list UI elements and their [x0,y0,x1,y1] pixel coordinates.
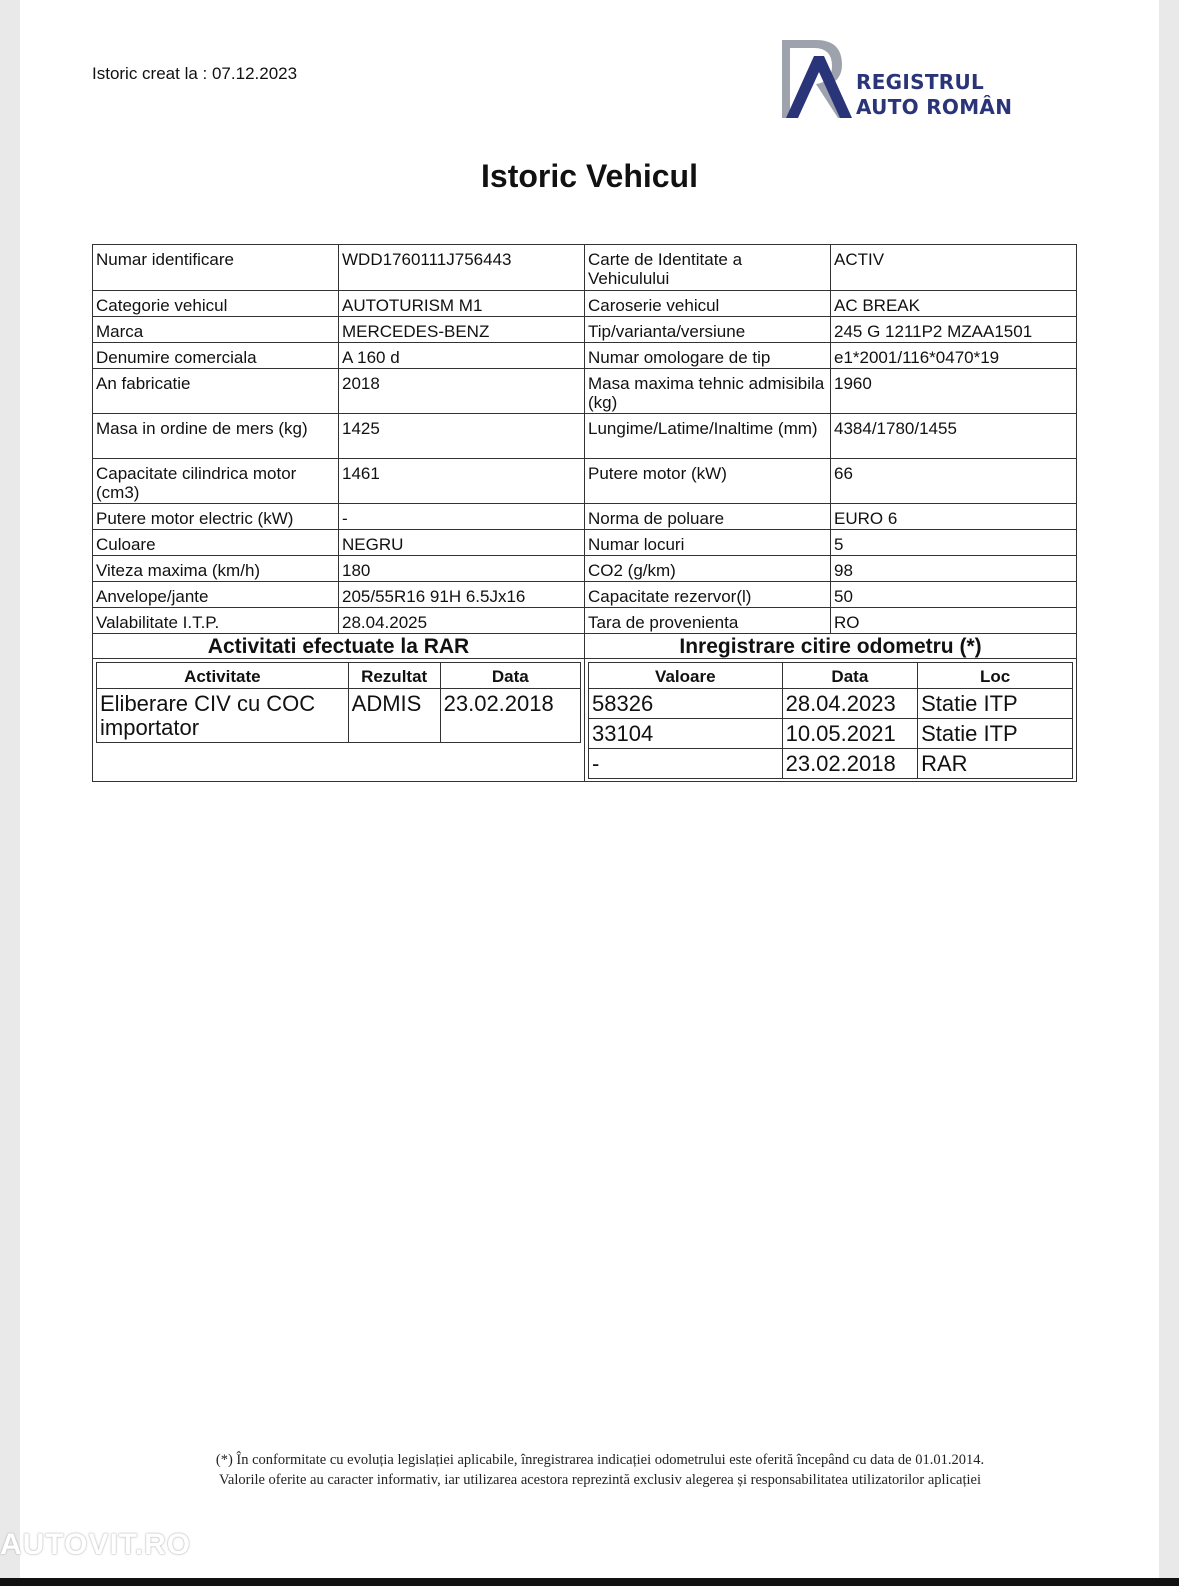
field-label: Carte de Identitate a Vehiculului [585,245,831,291]
vehicle-row [93,556,1077,582]
odometer-header-location: Loc [918,663,1073,689]
odometer-location: RAR [918,749,1073,779]
field-value: ACTIV [831,245,1077,291]
footnote [100,1450,1100,1490]
activity-date: 23.02.2018 [440,689,580,743]
field-value: 1960 [831,369,1077,414]
odometer-cell [585,659,1077,782]
activities-header-result: Rezultat [348,663,440,689]
field-label: An fabricatie [93,369,339,414]
field-value: 205/55R16 91H 6.5Jx16 [339,582,585,608]
odometer-date: 23.02.2018 [782,749,918,779]
activity-activity: Eliberare CIV cu COC importator [97,689,349,743]
field-value: 1461 [339,459,585,504]
field-value: 5 [831,530,1077,556]
odometer-location: Statie ITP [918,689,1073,719]
field-label: Caroserie vehicul [585,291,831,317]
rar-logo-icon [780,36,856,122]
field-value: WDD1760111J756443 [339,245,585,291]
vehicle-row [93,245,1077,291]
field-value: EURO 6 [831,504,1077,530]
odometer-table [588,662,1073,779]
field-label: CO2 (g/km) [585,556,831,582]
field-value: - [339,504,585,530]
odometer-header-value: Valoare [589,663,783,689]
field-value: AUTOTURISM M1 [339,291,585,317]
field-value: 1425 [339,414,585,459]
activities-table [96,662,581,743]
field-label: Putere motor (kW) [585,459,831,504]
vehicle-row [93,317,1077,343]
field-label: Anvelope/jante [93,582,339,608]
field-label: Lungime/Latime/Inaltime (mm) [585,414,831,459]
field-value: 28.04.2025 [339,608,585,634]
odometer-title: Inregistrare citire odometru (*) [585,634,1077,659]
vehicle-row [93,414,1077,459]
field-label: Marca [93,317,339,343]
field-value: AC BREAK [831,291,1077,317]
field-label: Valabilitate I.T.P. [93,608,339,634]
activities-title: Activitati efectuate la RAR [93,634,585,659]
field-label: Denumire comerciala [93,343,339,369]
field-label: Capacitate cilindrica motor (cm3) [93,459,339,504]
odometer-value: 58326 [589,689,783,719]
field-value: 50 [831,582,1077,608]
odometer-value: - [589,749,783,779]
odometer-row [589,749,1073,779]
field-label: Numar locuri [585,530,831,556]
field-value: 66 [831,459,1077,504]
odometer-header-date: Data [782,663,918,689]
vehicle-row [93,582,1077,608]
field-label: Viteza maxima (km/h) [93,556,339,582]
page-title: Istoric Vehicul [481,158,698,194]
field-label: Masa maxima tehnic admisibila (kg) [585,369,831,414]
field-value: 4384/1780/1455 [831,414,1077,459]
activity-result: ADMIS [348,689,440,743]
vehicle-row [93,291,1077,317]
field-value: A 160 d [339,343,585,369]
watermark: AUTOVIT.RO [0,1528,192,1561]
field-value: e1*2001/116*0470*19 [831,343,1077,369]
logo-line2: AUTO ROMÂN [856,95,1013,119]
field-value: RO [831,608,1077,634]
field-label: Culoare [93,530,339,556]
field-value: 2018 [339,369,585,414]
created-date: Istoric creat la : 07.12.2023 [92,64,298,83]
field-value: NEGRU [339,530,585,556]
footnote-line1: (*) În conformitate cu evoluția legislației aplicabile, înregistrarea indicației odometrului este oferită începând cu data de 01.01.2014. [215,1452,985,1468]
vehicle-row [93,459,1077,504]
field-value: 180 [339,556,585,582]
field-label: Masa in ordine de mers (kg) [93,414,339,459]
activities-cell [93,659,585,782]
odometer-row [589,689,1073,719]
field-label: Tara de provenienta [585,608,831,634]
field-label: Tip/varianta/versiune [585,317,831,343]
field-label: Capacitate rezervor(l) [585,582,831,608]
odometer-location: Statie ITP [918,719,1073,749]
vehicle-row [93,530,1077,556]
vehicle-row [93,504,1077,530]
activities-header-activity: Activitate [97,663,349,689]
vehicle-table [92,244,1077,782]
field-label: Norma de poluare [585,504,831,530]
vehicle-row [93,608,1077,634]
field-label: Numar identificare [93,245,339,291]
odometer-date: 28.04.2023 [782,689,918,719]
activity-row [97,689,581,743]
field-value: 98 [831,556,1077,582]
field-label: Putere motor electric (kW) [93,504,339,530]
field-value: 245 G 1211P2 MZAA1501 [831,317,1077,343]
logo-line1: REGISTRUL [856,70,985,94]
document-page [20,0,1159,1578]
field-label: Numar omologare de tip [585,343,831,369]
bottom-border [0,1578,1179,1586]
activities-header-date: Data [440,663,580,689]
odometer-date: 10.05.2021 [782,719,918,749]
rar-logo [780,36,1020,122]
odometer-row [589,719,1073,749]
vehicle-row [93,343,1077,369]
field-value: MERCEDES-BENZ [339,317,585,343]
footnote-line2: Valorile oferite au caracter informativ, iar utilizarea acestora reprezintă exclusiv alegerea și responsabilitatea utilizatorilor aplicației [219,1472,981,1488]
vehicle-row [93,369,1077,414]
field-label: Categorie vehicul [93,291,339,317]
odometer-value: 33104 [589,719,783,749]
